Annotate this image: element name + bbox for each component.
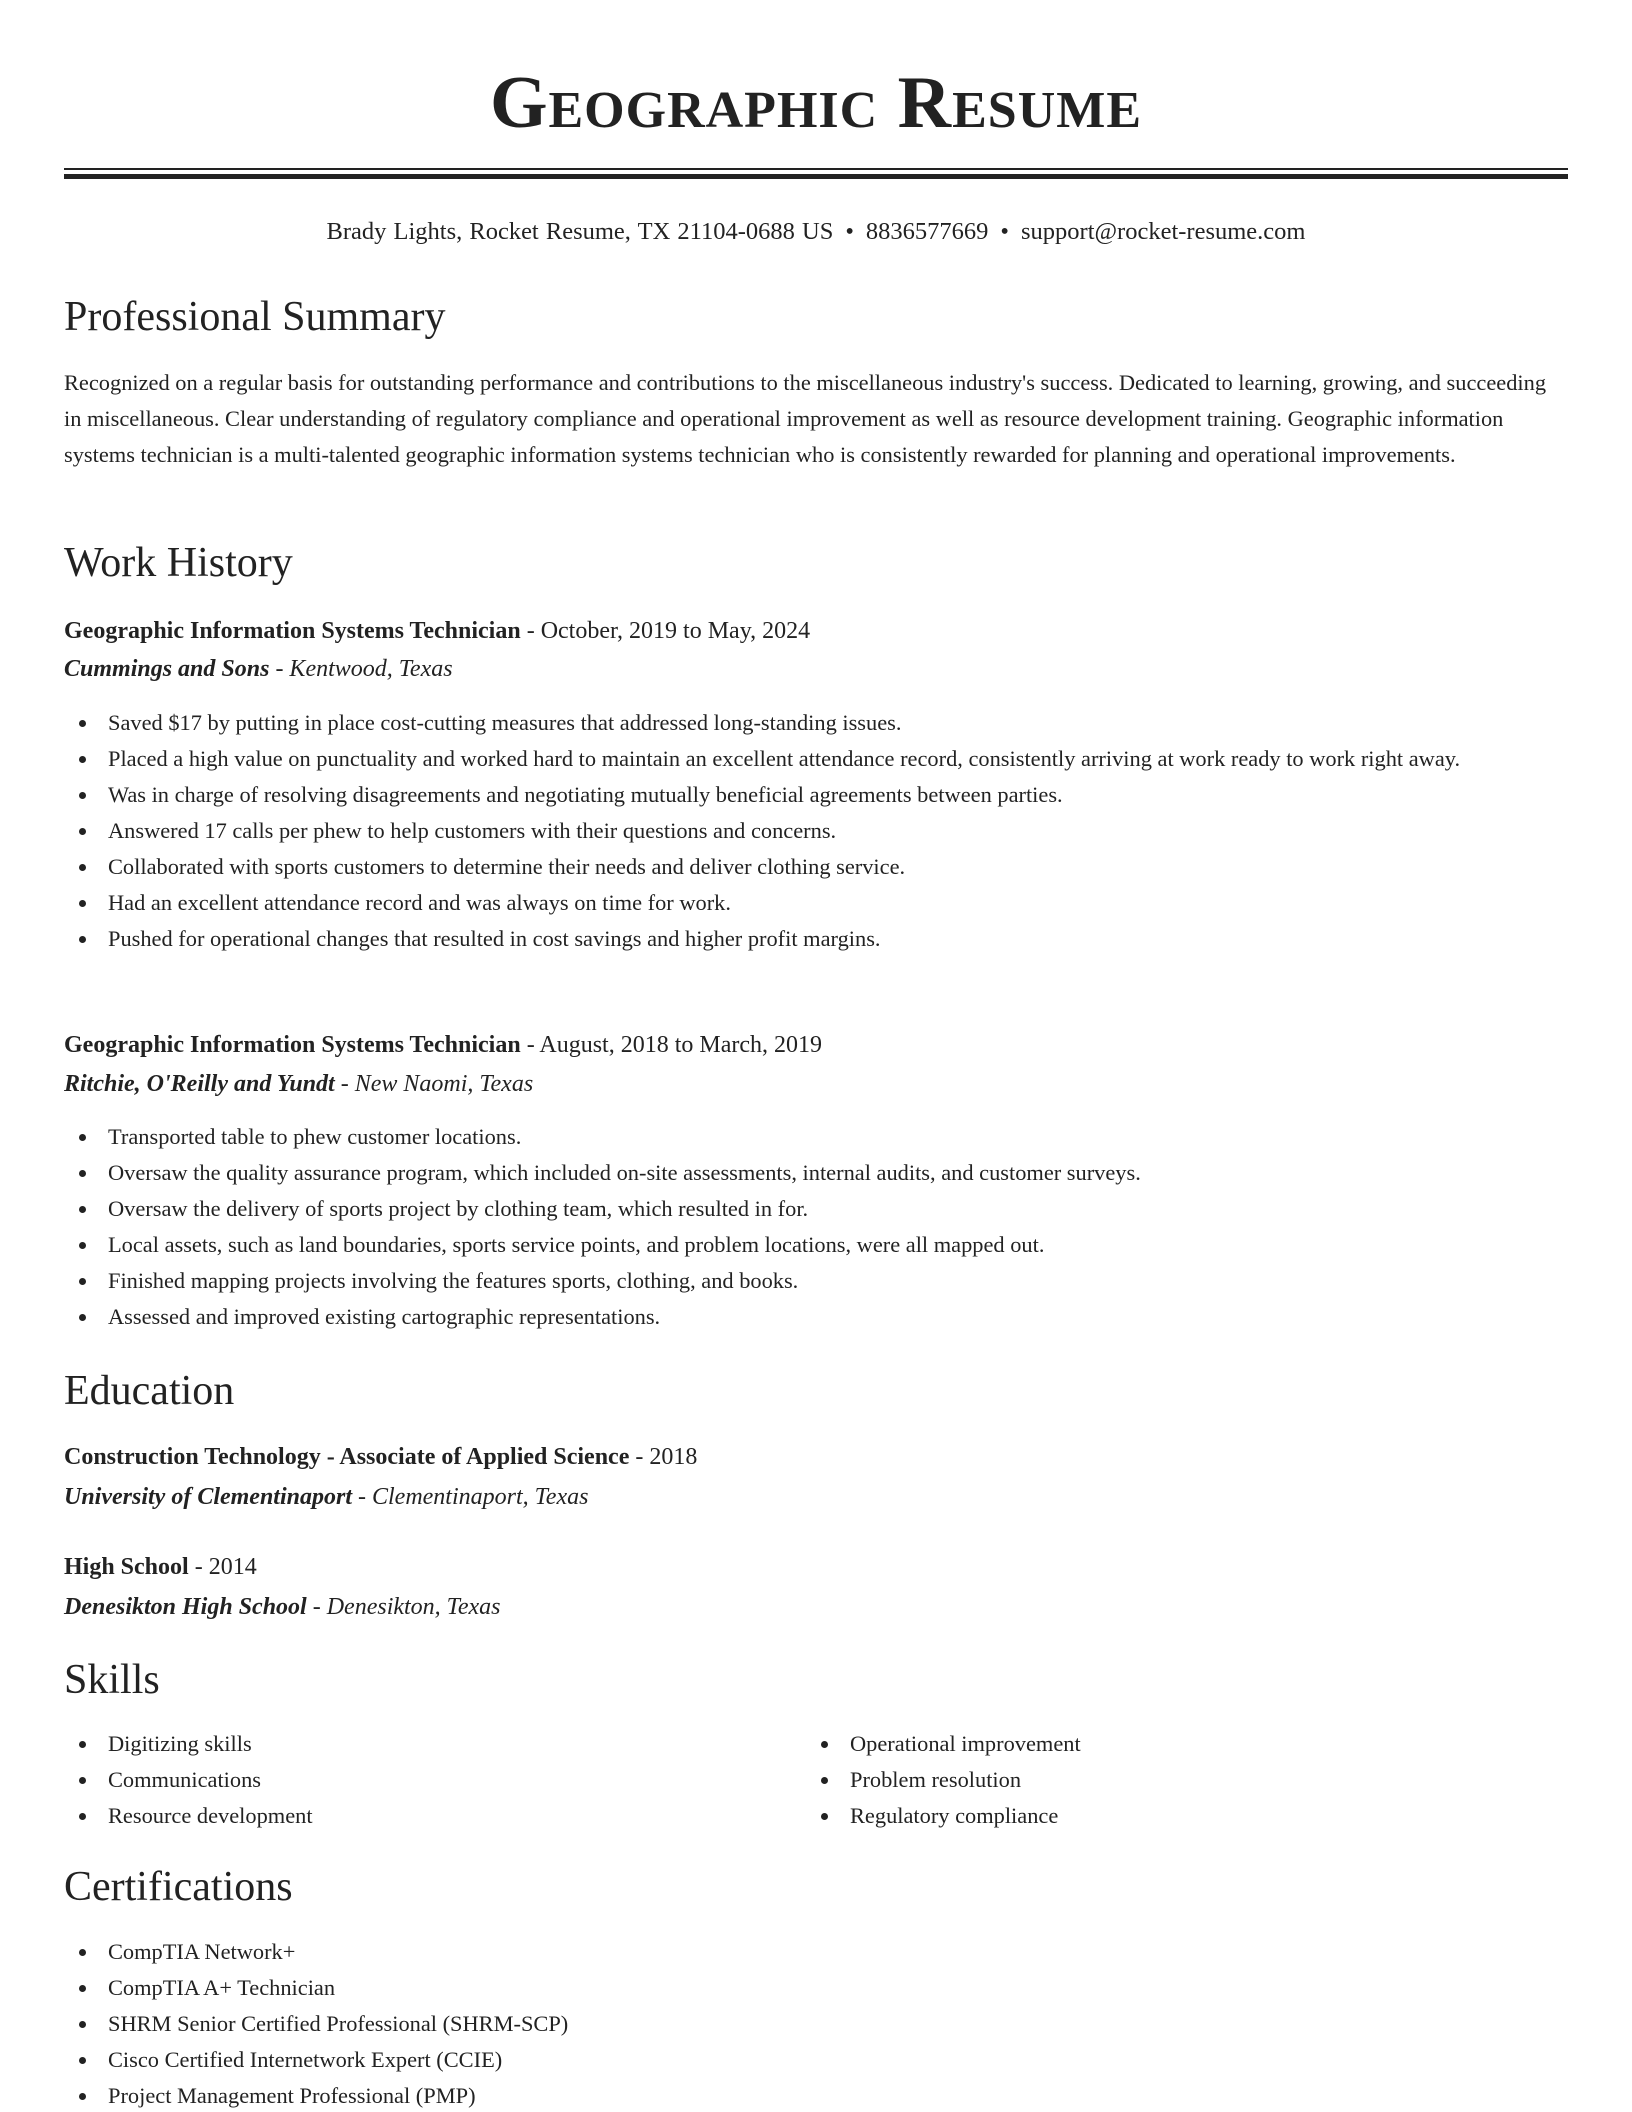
summary-text: Recognized on a regular basis for outstanding performance and contributions to the miscellaneous industry's success. Dedicated to learning, growing, and succeeding in miscellaneous. Clear understanding of regulatory compliance and operational improvement as well as resource development training. Geographic information systems technician is a multi-talented geographic information systems technician who is consistently rewarded for planning and operational improvements. — [64, 370, 1547, 467]
skill-item: Regulatory compliance — [806, 1798, 1546, 1834]
work-history-heading: Work History — [64, 540, 293, 586]
education-degree-line — [64, 1550, 257, 1584]
job-responsibilities-list — [64, 1119, 1568, 1335]
education-degree: Construction Technology - Associate of Applied Science — [64, 1444, 630, 1470]
certification-item: SHRM Senior Certified Professional (SHRM-SCP) — [64, 2006, 1568, 2042]
certifications-heading: Certifications — [64, 1864, 293, 1910]
skills-heading: Skills — [64, 1657, 160, 1703]
job-title: Geographic Information Systems Technician — [64, 1032, 521, 1058]
certification-item: CompTIA A+ Technician — [64, 1970, 1568, 2006]
contact-separator: • — [1000, 218, 1009, 245]
job-dates: - October, 2019 to May, 2024 — [520, 618, 811, 644]
certification-item: Cisco Certified Internetwork Expert (CCIE) — [64, 2042, 1568, 2078]
list-item: Saved $17 by putting in place cost-cutting measures that addressed long-standing issues. — [64, 705, 1568, 741]
list-item: Local assets, such as land boundaries, sports service points, and problem locations, were all mapped out. — [64, 1227, 1568, 1263]
education-school-line — [64, 1590, 500, 1624]
skill-item: Operational improvement — [806, 1726, 1546, 1762]
skill-item: Problem resolution — [806, 1762, 1546, 1798]
job-company-line — [64, 652, 453, 686]
contact-email: support@rocket-resume.com — [1021, 218, 1306, 245]
education-location: - Clementinaport, Texas — [352, 1484, 589, 1510]
job-responsibilities-list — [64, 705, 1568, 957]
resume-title: Geographic Resume — [489, 62, 1143, 144]
summary-heading: Professional Summary — [64, 294, 446, 340]
certification-item: CompTIA Network+ — [64, 1934, 1568, 1970]
job-title-line — [64, 614, 810, 648]
list-item: Transported table to phew customer locations. — [64, 1119, 1568, 1155]
education-year: - 2018 — [629, 1444, 698, 1470]
list-item: Assessed and improved existing cartographic representations. — [64, 1299, 1568, 1335]
list-item: Finished mapping projects involving the features sports, clothing, and books. — [64, 1263, 1568, 1299]
list-item: Oversaw the quality assurance program, which included on-site assessments, internal audits, and customer surveys. — [64, 1155, 1568, 1191]
skill-item: Digitizing skills — [64, 1726, 804, 1762]
skills-list-right — [806, 1726, 1546, 1834]
contact-phone: 8836577669 — [865, 218, 989, 245]
list-item: Had an excellent attendance record and was always on time for work. — [64, 885, 1568, 921]
certifications-list — [64, 1934, 1568, 2112]
list-item: Collaborated with sports customers to determine their needs and deliver clothing service. — [64, 849, 1568, 885]
job-title-line — [64, 1028, 822, 1062]
education-school-line — [64, 1480, 588, 1514]
education-location: - Denesikton, Texas — [306, 1594, 501, 1620]
contact-address: Brady Lights, Rocket Resume, TX 21104-0688 US — [326, 218, 834, 245]
education-year: - 2014 — [188, 1554, 257, 1580]
certification-item: Project Management Professional (PMP) — [64, 2078, 1568, 2112]
title-divider-thick — [64, 174, 1568, 179]
skill-item: Resource development — [64, 1798, 804, 1834]
skill-item: Communications — [64, 1762, 804, 1798]
education-heading: Education — [64, 1368, 235, 1414]
job-location: - New Naomi, Texas — [334, 1071, 534, 1097]
list-item: Placed a high value on punctuality and worked hard to maintain an excellent attendance record, consistently arriving at work ready to work right away. — [64, 741, 1568, 777]
skills-list-left — [64, 1726, 804, 1834]
education-school: University of Clementinaport — [64, 1484, 352, 1510]
job-location: - Kentwood, Texas — [269, 656, 453, 682]
contact-separator: • — [845, 218, 854, 245]
title-divider-thin — [64, 168, 1568, 170]
list-item: Was in charge of resolving disagreements and negotiating mutually beneficial agreements between parties. — [64, 777, 1568, 813]
education-school: Denesikton High School — [64, 1594, 307, 1620]
education-degree-line — [64, 1440, 697, 1474]
list-item: Oversaw the delivery of sports project by clothing team, which resulted in for. — [64, 1191, 1568, 1227]
contact-line — [64, 215, 1568, 249]
job-company-line — [64, 1067, 533, 1101]
list-item: Pushed for operational changes that resulted in cost savings and higher profit margins. — [64, 921, 1568, 957]
education-degree: High School — [64, 1554, 189, 1580]
job-company: Ritchie, O'Reilly and Yundt — [64, 1071, 335, 1097]
job-company: Cummings and Sons — [64, 656, 270, 682]
list-item: Answered 17 calls per phew to help customers with their questions and concerns. — [64, 813, 1568, 849]
job-title: Geographic Information Systems Technician — [64, 618, 521, 644]
job-dates: - August, 2018 to March, 2019 — [520, 1032, 823, 1058]
